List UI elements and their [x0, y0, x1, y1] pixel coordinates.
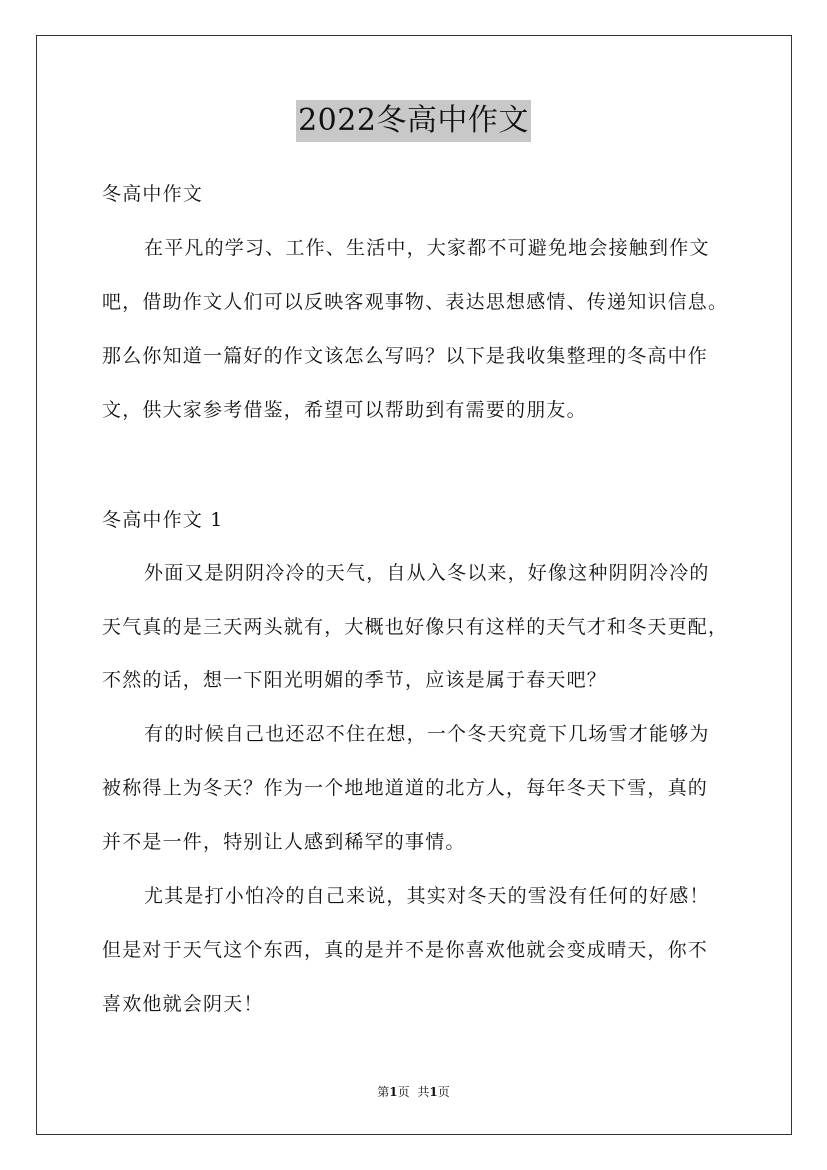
- body-line: 不然的话，想一下阳光明媚的季节，应该是属于春天吧？: [102, 669, 608, 691]
- intro-line: 在平凡的学习、工作、生活中，大家都不可避免地会接触到作文: [144, 237, 710, 259]
- body-line: 喜欢他就会阴天！: [102, 993, 264, 1015]
- intro-line: 吧，借助作文人们可以反映客观事物、表达思想感情、传递知识信息。: [102, 291, 729, 313]
- body-line: 但是对于天气这个东西，真的是并不是你喜欢他就会变成晴天，你不: [102, 939, 709, 961]
- footer-total-prefix: 共: [417, 1085, 430, 1099]
- intro-heading: 冬高中作文: [102, 183, 204, 205]
- intro-line: 那么你知道一篇好的作文该怎么写吗？以下是我收集整理的冬高中作: [102, 345, 709, 367]
- page-footer: [0, 1083, 827, 1100]
- footer-total-number: 1: [429, 1085, 438, 1099]
- body-line: 天气真的是三天两头就有，大概也好像只有这样的天气才和冬天更配，: [102, 616, 729, 638]
- section-heading: 冬高中作文 1: [102, 509, 224, 531]
- body-line: 并不是一件，特别让人感到稀罕的事情。: [102, 831, 466, 853]
- footer-page-number: 1: [389, 1085, 398, 1099]
- body-line: 被称得上为冬天？作为一个地地道道的北方人，每年冬天下雪，真的: [102, 777, 709, 799]
- body-line: 外面又是阴阴冷冷的天气，自从入冬以来，好像这种阴阴冷冷的: [144, 562, 710, 584]
- footer-total-suffix: 页: [437, 1085, 450, 1099]
- document-title: 2022冬高中作文: [296, 100, 531, 142]
- footer-page-prefix: 第: [377, 1085, 390, 1099]
- footer-page-suffix: 页: [397, 1085, 410, 1099]
- body-line: 有的时候自己也还忍不住在想，一个冬天究竟下几场雪才能够为: [144, 723, 710, 745]
- intro-line: 文，供大家参考借鉴，希望可以帮助到有需要的朋友。: [102, 399, 587, 421]
- body-line: 尤其是打小怕冷的自己来说，其实对冬天的雪没有任何的好感！: [144, 885, 710, 907]
- title-container: [0, 100, 827, 142]
